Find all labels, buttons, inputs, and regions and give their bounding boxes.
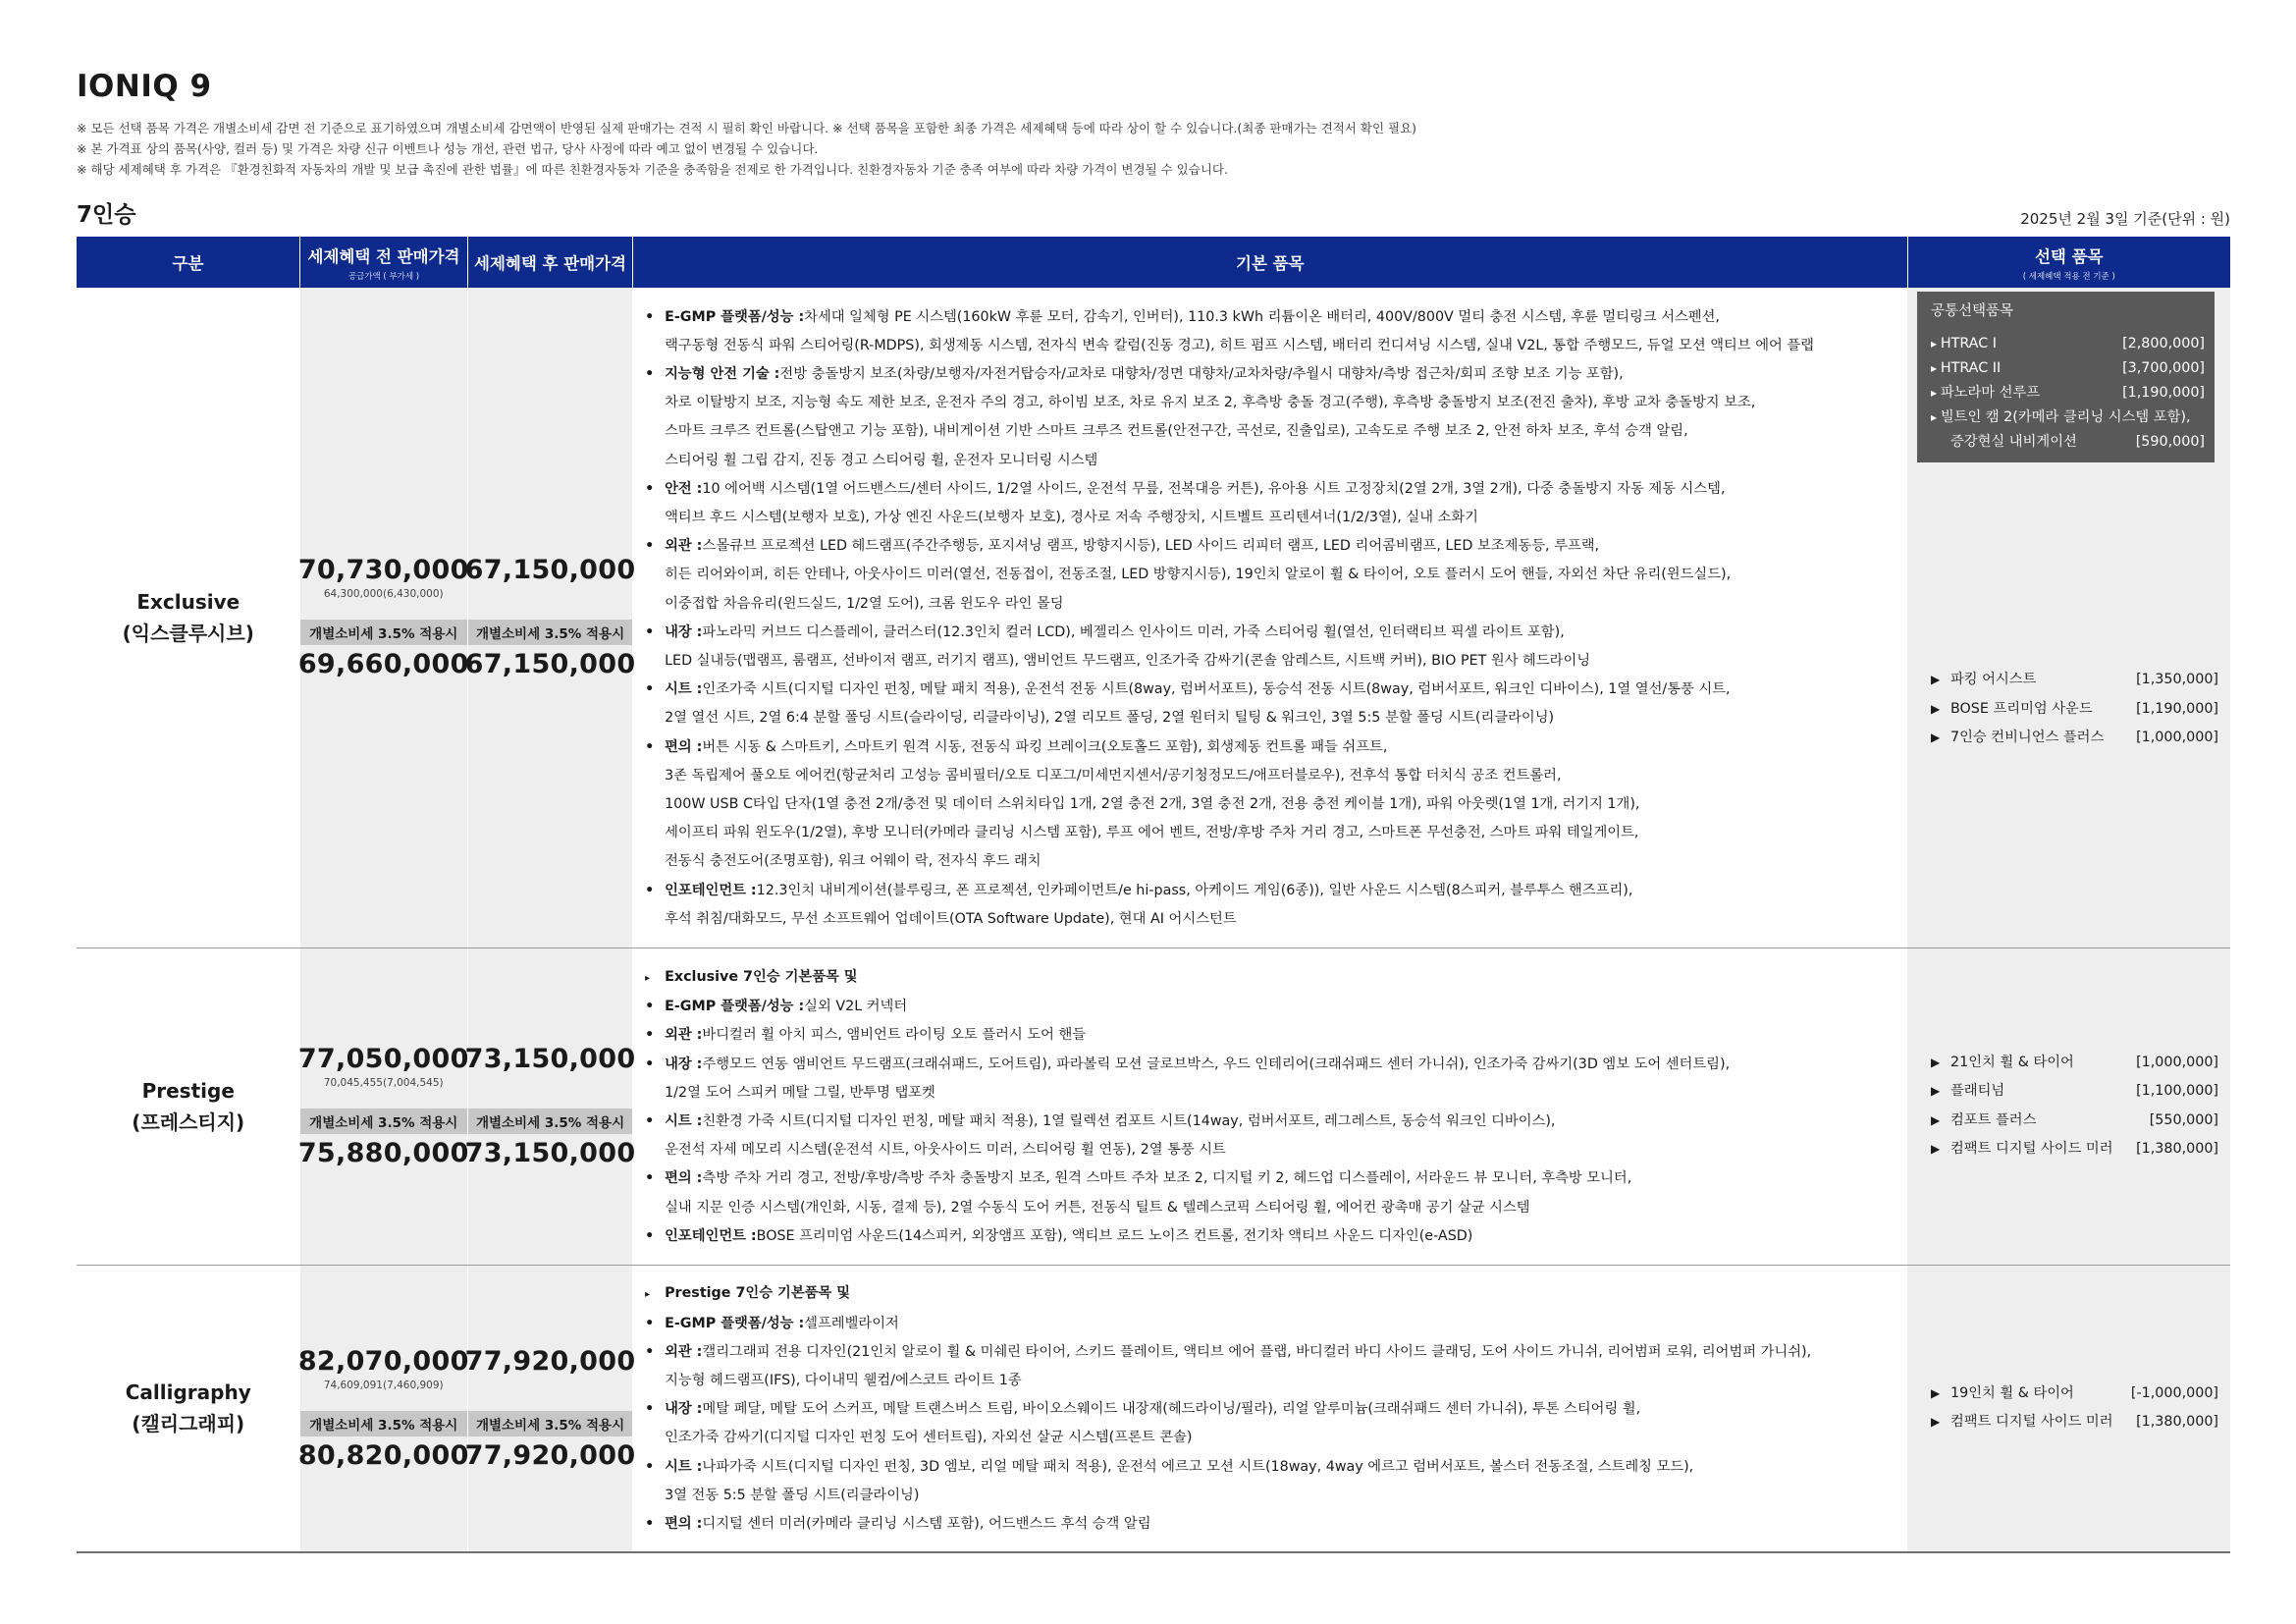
- option-price: [1,190,000]: [2122, 385, 2205, 401]
- feature-continuation: 차로 이탈방지 보조, 지능형 속도 제한 보조, 운전자 주의 경고, 하이빔 보조, 차로 유지 보조 2, 후측방 충돌 경고(주행), 후측방 충돌방지 보조(전진 출차), 후방 교차 충돌방지 보조,: [665, 395, 1756, 411]
- option-price: [1,000,000]: [2136, 1054, 2218, 1070]
- feature-item: [645, 619, 1897, 647]
- options-cell: [1907, 947, 2230, 1265]
- bullet-mark: •: [645, 1315, 655, 1331]
- bullet-mark: •: [645, 480, 655, 497]
- supply-price: 70,045,455(7,004,545): [323, 1077, 444, 1089]
- feature-heading: Prestige 7인승 기본품목 및: [665, 1285, 851, 1302]
- feature-heading: 안전 :: [665, 480, 703, 497]
- feature-heading: 인포테인먼트 :: [665, 1227, 757, 1244]
- trim-name-cell: [77, 947, 300, 1265]
- bullet-mark: •: [645, 681, 655, 698]
- option-price: [1,100,000]: [2136, 1083, 2218, 1099]
- common-option-item-cont: [1931, 430, 2205, 455]
- supply-price: 74,609,091(7,460,909): [323, 1379, 444, 1391]
- feature-heading: 시트 :: [665, 1458, 703, 1475]
- feature-continuation: 스마트 크루즈 컨트롤(스탑앤고 기능 포함), 내비게이션 기반 스마트 크루즈 컨트롤(안전구간, 곡선로, 진출입로), 고속도로 주행 보조 2, 안전 하차 보조, 후석 승객 알림,: [665, 423, 1688, 440]
- options-cell: [1907, 288, 2230, 947]
- bullet-mark: •: [645, 738, 655, 755]
- table-header-row: [77, 237, 2230, 288]
- option-item: [1931, 1135, 2218, 1164]
- feature-continuation: 2열 열선 시트, 2열 6:4 분할 폴딩 시트(슬라이딩, 리클라이닝), 2열 리모트 폴딩, 2열 원터치 틸팅 & 워크인, 3열 5:5 분할 폴딩 시트(리클라이닝): [665, 710, 1555, 727]
- bullet-mark: •: [645, 1515, 655, 1532]
- option-item: [1931, 1408, 2218, 1437]
- feature-item: [645, 1021, 1897, 1050]
- feature-continuation: 스티어링 휠 그립 감지, 진동 경고 스티어링 휠, 운전자 모니터링 시스템: [665, 452, 1098, 468]
- option-name: 컴팩트 디지털 사이드 미러: [1950, 1414, 2113, 1431]
- feature-text: BOSE 프리미엄 사운드(14스피커, 외장앰프 포함), 액티브 로드 노이즈 컨트롤, 전기차 액티브 사운드 디자인(e-ASD): [756, 1227, 1473, 1244]
- feature-continuation: 이중접합 차음유리(윈드실드, 1/2열 도어), 크롬 윈도우 라인 몰딩: [665, 595, 1064, 612]
- notice-line: ※ 본 가격표 상의 품목(사양, 컬러 등) 및 가격은 차량 신규 이벤트나 성능 개선, 관련 법규, 당사 사정에 따라 예고 없이 변경될 수 있습니다.: [77, 141, 819, 156]
- feature-text: 12.3인치 내비게이션(블루링크, 폰 프로젝션, 인카페이먼트/e hi-pass, 아케이드 게임(6종)), 일반 사운드 시스템(8스피커, 블루투스 핸즈프리),: [756, 882, 1633, 898]
- option-price: [1,000,000]: [2136, 730, 2218, 745]
- option-item: [1931, 1049, 2218, 1078]
- option-name: 파킹 어시스트: [1950, 672, 2037, 687]
- feature-item: [645, 1310, 1897, 1338]
- feature-text: 주행모드 연동 앰비언트 무드램프(크래쉬패드, 도어트림), 파라볼릭 모션 글로브박스, 우드 인테리어(크래쉬패드 센터 가니쉬), 인조가죽 감싸기(3D 엠보 도어 센터트림),: [702, 1056, 1731, 1072]
- common-options-box: [1917, 292, 2215, 462]
- option-name: 7인승 컨비니언스 플러스: [1950, 730, 2105, 745]
- option-price: [1,380,000]: [2136, 1141, 2218, 1157]
- trim-name-en: Calligraphy: [125, 1380, 251, 1405]
- feature-heading: 시트 :: [665, 1113, 703, 1129]
- feature-continuation: 1/2열 도어 스피커 메탈 그릴, 반투명 탭포켓: [665, 1084, 935, 1101]
- triangle-icon: ▶: [1931, 701, 1941, 716]
- feature-heading: 내장 :: [665, 623, 703, 640]
- base-date: 2025년 2월 3일 기준(단위 : 원): [2020, 210, 2230, 228]
- feature-heading: 외관 :: [665, 538, 703, 555]
- header-trim: 구분: [77, 237, 300, 288]
- header-before-label: 세제혜택 전 판매가격: [307, 246, 460, 266]
- feature-heading: 편의 :: [665, 1170, 703, 1187]
- header-options: [1907, 237, 2230, 288]
- option-price: [1,380,000]: [2136, 1414, 2218, 1431]
- bullet-mark: ▸: [645, 972, 651, 984]
- trim-row: [77, 288, 2230, 947]
- feature-continuation: 실내 지문 인증 시스템(개인화, 시동, 결제 등), 2열 수동식 도어 커튼, 전동식 틸트 & 텔레스코픽 스티어링 휠, 에어컨 광촉매 공기 살균 시스템: [665, 1199, 1530, 1216]
- bullet-mark: •: [645, 538, 655, 555]
- feature-heading: 시트 :: [665, 681, 703, 698]
- option-name: 21인치 휠 & 타이어: [1950, 1054, 2074, 1070]
- option-item: [1931, 724, 2218, 753]
- tax-tag: 개별소비세 3.5% 적용시: [300, 620, 467, 645]
- triangle-icon: ▸: [1931, 361, 1941, 375]
- before-price: 82,070,000: [297, 1345, 469, 1377]
- tax-tag: 개별소비세 3.5% 적용시: [468, 1109, 632, 1134]
- option-list: [1907, 1049, 2230, 1164]
- feature-continuation: 3존 독립제어 풀오토 에어컨(항균처리 고성능 콤비필터/오토 디포그/미세먼지센서/공기청정모드/애프터블로우), 전후석 통합 터치식 공조 컨트롤러,: [665, 767, 1562, 784]
- feature-heading: 내장 :: [665, 1056, 703, 1072]
- common-option-item: [1931, 332, 2205, 356]
- trim-name-ko: (프레스티지): [132, 1110, 245, 1134]
- option-price: [-1,000,000]: [2130, 1384, 2218, 1401]
- trim-name-cell: [77, 288, 300, 947]
- feature-text: 친환경 가죽 시트(디지털 디자인 펀칭, 메탈 패치 적용), 1열 릴렉션 컴포트 시트(14way, 럼버서포트, 레그레스트, 동승석 워크인 디바이스),: [702, 1113, 1556, 1129]
- option-name: 컴팩트 디지털 사이드 미러: [1950, 1141, 2113, 1157]
- before-price: 70,730,000: [297, 555, 469, 586]
- option-price: [550,000]: [2149, 1111, 2218, 1128]
- basic-items-cell: [633, 288, 1907, 947]
- feature-heading: 편의 :: [665, 738, 703, 755]
- feature-heading: 인포테인먼트 :: [665, 882, 757, 898]
- tax-tag: 개별소비세 3.5% 적용시: [300, 1411, 467, 1436]
- after-tax-price: 67,150,000: [464, 649, 636, 680]
- feature-item: [645, 1108, 1897, 1136]
- feature-item: [645, 1279, 1897, 1309]
- trim-name-en: Exclusive: [136, 589, 240, 614]
- triangle-icon: ▶: [1931, 731, 1941, 744]
- feature-continuation: LED 실내등(맵램프, 룸램프, 선바이저 램프, 러기지 램프), 앰비언트 무드램프, 인조가죽 감싸기(콘솔 암레스트, 시트백 커버), BIO PET 원사 헤드라이닝: [665, 652, 1591, 669]
- option-name: 파노라마 선루프: [1940, 385, 2041, 401]
- feature-continuation: 히든 리어와이퍼, 히든 안테나, 아웃사이드 미러(열선, 전동접이, 전동조절, LED 방향지시등), 19인치 알로이 휠 & 타이어, 오토 플러시 도어 핸들, 자외선 차단 유리(윈드실드),: [665, 567, 1732, 583]
- feature-continuation: 100W USB C타입 단자(1열 충전 2개/충전 및 데이터 스위치타입 1개, 2열 충전 2개, 3열 충전 2개, 전용 충전 케이블 1개), 파워 아웃렛(1열 1개, 러기지 1개),: [665, 795, 1640, 812]
- price-table: [77, 237, 2230, 1553]
- option-name: HTRAC I: [1940, 336, 1997, 352]
- common-options-title: 공통선택품목: [1931, 303, 2014, 319]
- bullet-mark: •: [645, 1170, 655, 1187]
- notice-line: ※ 해당 세제혜택 후 가격은 『환경친화적 자동차의 개발 및 보급 촉진에 관한 법률』에 따른 친환경자동차 기준을 충족함을 전제로 한 가격입니다. 친환경자동차 기준 충족 여부에 따라 차량 가격이 변경될 수 있습니다.: [77, 162, 1228, 177]
- option-list: [1907, 1380, 2230, 1437]
- option-item: [1931, 1107, 2218, 1136]
- feature-continuation: 후석 취침/대화모드, 무선 소프트웨어 업데이트(OTA Software Update), 현대 AI 어시스턴트: [665, 910, 1237, 927]
- feature-text: 메탈 페달, 메탈 도어 스커프, 메탈 트랜스버스 트림, 바이오스웨이드 내장재(헤드라이닝/필라), 리얼 알루미늄(크래쉬패드 센터 가니쉬), 투톤 스티어링 휠,: [702, 1401, 1641, 1418]
- option-item: [1931, 1380, 2218, 1409]
- feature-text: 스몰큐브 프로젝션 LED 헤드램프(주간주행등, 포지셔닝 램프, 방향지시등), LED 사이드 리피터 램프, LED 리어콤비램프, LED 보조제동등, 루프랙,: [702, 538, 1600, 555]
- option-name-2: 증강현실 내비게이션: [1950, 434, 2077, 450]
- feature-continuation: 액티브 후드 시스템(보행자 보호), 가상 엔진 사운드(보행자 보호), 경사로 저속 주행장치, 시트벨트 프리텐셔너(1/2/3열), 실내 소화기: [665, 509, 1478, 525]
- common-option-item: [1931, 381, 2205, 406]
- feature-text: 측방 주차 거리 경고, 전방/후방/측방 주차 충돌방지 보조, 원격 스마트 주차 보조 2, 디지털 키 2, 헤드업 디스플레이, 서라운드 뷰 모니터, 후측방 모니터,: [702, 1170, 1632, 1187]
- feature-item: [645, 1222, 1897, 1251]
- triangle-icon: ▶: [1931, 1142, 1941, 1156]
- feature-item: [645, 475, 1897, 504]
- trim-row: [77, 947, 2230, 1265]
- tax-tag: 개별소비세 3.5% 적용시: [468, 1411, 632, 1436]
- feature-item: [645, 1338, 1897, 1367]
- feature-heading: 편의 :: [665, 1515, 703, 1532]
- common-option-item: [1931, 356, 2205, 381]
- bullet-mark: •: [645, 1027, 655, 1044]
- after-price-cell: [464, 288, 636, 947]
- feature-item: [645, 993, 1897, 1021]
- notice-block: [77, 118, 2232, 180]
- bullet-mark: •: [645, 365, 655, 382]
- feature-continuation: 전동식 충전도어(조명포함), 워크 어웨이 락, 전자식 후드 래치: [665, 853, 1041, 870]
- feature-item: [645, 1051, 1897, 1079]
- tax-tag: 개별소비세 3.5% 적용시: [300, 1109, 467, 1134]
- bullet-mark: •: [645, 623, 655, 640]
- before-tax-price: 69,660,000: [297, 649, 469, 680]
- feature-heading: Exclusive 7인승 기본품목 및: [665, 968, 858, 985]
- triangle-icon: ▸: [1931, 337, 1941, 351]
- option-price: [1,350,000]: [2136, 672, 2218, 687]
- price-sheet: [77, 69, 2232, 1553]
- feature-item: [645, 1453, 1897, 1482]
- bullet-mark: •: [645, 1227, 655, 1244]
- feature-text: 나파가죽 시트(디지털 디자인 펀칭, 3D 엠보, 리얼 메탈 패치 적용), 운전석 에르고 모션 시트(18way, 4way 에르고 럼버서포트, 볼스터 전동조절, 스트레칭 모드),: [702, 1458, 1694, 1475]
- feature-text: 인조가죽 시트(디지털 디자인 펀칭, 메탈 패치 적용), 운전석 전동 시트(8way, 럼버서포트), 동승석 전동 시트(8way, 럼버서포트, 워크인 디바이스), 1열 열선/통풍 시트,: [702, 681, 1731, 698]
- options-cell: [1907, 1265, 2230, 1552]
- option-name: 19인치 휠 & 타이어: [1950, 1384, 2074, 1401]
- feature-item: [645, 877, 1897, 905]
- page-title: IONIQ 9: [77, 69, 212, 104]
- option-name: 컴포트 플러스: [1950, 1111, 2037, 1128]
- feature-continuation: 지능형 헤드램프(IFS), 다이내믹 웰컴/에스코트 라이트 1종: [665, 1372, 1022, 1388]
- trim-row: [77, 1265, 2230, 1552]
- header-option-label: 선택 품목: [2034, 246, 2104, 266]
- triangle-icon: ▸: [1931, 386, 1941, 400]
- feature-heading: E-GMP 플랫폼/성능 :: [665, 308, 805, 325]
- feature-heading: E-GMP 플랫폼/성능 :: [665, 1315, 805, 1331]
- tax-tag: 개별소비세 3.5% 적용시: [468, 620, 632, 645]
- basic-items-cell: [633, 947, 1907, 1265]
- after-price: 77,920,000: [464, 1345, 636, 1377]
- supply-price: 64,300,000(6,430,000): [323, 588, 444, 601]
- feature-heading: 내장 :: [665, 1401, 703, 1418]
- before-price: 77,050,000: [297, 1044, 469, 1074]
- header-after-price: 세제혜택 후 판매가격: [467, 237, 632, 288]
- before-price-cell: [297, 1265, 469, 1552]
- before-price-cell: [297, 947, 469, 1265]
- seat-config-title: 7인승: [77, 202, 136, 228]
- trim-name-ko: (캘리그래피): [132, 1412, 245, 1436]
- option-price: [3,700,000]: [2122, 360, 2205, 376]
- header-before-price: [300, 237, 468, 288]
- after-tax-price: 77,920,000: [464, 1439, 636, 1471]
- feature-item: [645, 963, 1897, 993]
- trim-name-en: Prestige: [141, 1078, 235, 1103]
- before-tax-price: 80,820,000: [297, 1439, 469, 1471]
- feature-text: 버튼 시동 & 스마트키, 스마트키 원격 시동, 전동식 파킹 브레이크(오토홀드 포함), 회생제동 컨트롤 패들 쉬프트,: [702, 738, 1388, 755]
- header-option-sub: ( 세제혜택 적용 전 기준 ): [2022, 271, 2115, 282]
- feature-text: 실외 V2L 커넥터: [804, 999, 908, 1015]
- feature-heading: 외관 :: [665, 1343, 703, 1360]
- bullet-mark: •: [645, 1401, 655, 1418]
- feature-text: 차세대 일체형 PE 시스템(160kW 후륜 모터, 감속기, 인버터), 110.3 kWh 리튬이온 배터리, 400V/800V 멀티 충전 시스템, 후륜 멀티링크 서스펜션,: [804, 308, 1720, 325]
- option-item: [1931, 695, 2218, 725]
- triangle-icon: ▸: [1931, 410, 1941, 424]
- feature-text: 디지털 센터 미러(카메라 클리닝 시스템 포함), 어드밴스드 후석 승객 알림: [702, 1515, 1151, 1532]
- option-name: BOSE 프리미엄 사운드: [1950, 700, 2093, 717]
- feature-heading: 외관 :: [665, 1027, 703, 1044]
- before-tax-price: 75,880,000: [297, 1138, 469, 1168]
- before-price-cell: [297, 288, 469, 947]
- section-header: [77, 199, 2232, 229]
- option-name: HTRAC II: [1940, 360, 2002, 376]
- common-option-item: [1931, 406, 2205, 430]
- feature-continuation: 랙구동형 전동식 파워 스티어링(R-MDPS), 회생제동 시스템, 전자식 변속 칼럼(진동 경고), 히트 펌프 시스템, 배터리 컨디셔닝 시스템, 실내 V2L, 통합 주행모드, 듀얼 모션 액티브 에어 플랩: [665, 337, 1814, 353]
- triangle-icon: ▶: [1931, 1415, 1941, 1430]
- triangle-icon: ▶: [1931, 673, 1941, 686]
- bullet-mark: •: [645, 1113, 655, 1129]
- after-tax-price: 73,150,000: [464, 1138, 636, 1168]
- bullet-mark: •: [645, 999, 655, 1015]
- after-price: 73,150,000: [464, 1044, 636, 1074]
- feature-heading: E-GMP 플랫폼/성능 :: [665, 999, 805, 1015]
- feature-continuation: 3열 전동 5:5 분할 폴딩 시트(리클라이닝): [665, 1487, 920, 1503]
- feature-item: [645, 676, 1897, 704]
- header-basic-items: 기본 품목: [633, 237, 1907, 288]
- option-price: [590,000]: [2135, 434, 2205, 450]
- option-price: [1,190,000]: [2136, 700, 2218, 717]
- feature-item: [645, 1510, 1897, 1539]
- header-before-sub: 공급가액 ( 부가세 ): [347, 271, 420, 282]
- feature-text: 캘리그래피 전용 디자인(21인치 알로이 휠 & 미쉐린 타이어, 스키드 플레이트, 액티브 에어 플랩, 바디컬러 바디 사이드 클래딩, 도어 사이드 가니쉬, 리어범퍼 로워, 리어범퍼 가니쉬),: [702, 1343, 1812, 1360]
- bullet-mark: •: [645, 308, 655, 325]
- feature-continuation: 인조가죽 감싸기(디지털 디자인 펀칭 도어 센터트림), 자외선 살균 시스템(프론트 콘솔): [665, 1430, 1193, 1446]
- option-item: [1931, 666, 2218, 695]
- option-name: 플래티넘: [1950, 1083, 2005, 1099]
- bullet-mark: •: [645, 1458, 655, 1475]
- feature-heading: 지능형 안전 기술 :: [665, 365, 780, 382]
- feature-item: [645, 1164, 1897, 1193]
- triangle-icon: ▶: [1931, 1055, 1941, 1069]
- after-price-cell: [464, 1265, 636, 1552]
- bullet-mark: ▸: [645, 1289, 651, 1301]
- bullet-mark: •: [645, 1056, 655, 1072]
- triangle-icon: ▶: [1931, 1385, 1941, 1400]
- feature-text: 파노라믹 커브드 디스플레이, 클러스터(12.3인치 컬러 LCD), 베젤리스 인사이드 미러, 가죽 스티어링 휠(열선, 인터랙티브 픽셀 라이트 포함),: [702, 623, 1565, 640]
- option-name: 빌트인 캠 2(카메라 클리닝 시스템 포함),: [1940, 409, 2191, 425]
- feature-continuation: 운전석 자세 메모리 시스템(운전석 시트, 아웃사이드 미러, 스티어링 휠 연동), 2열 통풍 시트: [665, 1142, 1226, 1159]
- basic-items-cell: [633, 1265, 1907, 1552]
- option-item: [1931, 1077, 2218, 1107]
- feature-continuation: 세이프티 파워 윈도우(1/2열), 후방 모니터(카메라 클리닝 시스템 포함), 루프 에어 벤트, 전방/후방 주차 거리 경고, 스마트폰 무선충전, 스마트 파워 테일게이트,: [665, 825, 1639, 841]
- triangle-icon: ▶: [1931, 1084, 1941, 1098]
- feature-item: [645, 733, 1897, 762]
- bullet-mark: •: [645, 1343, 655, 1360]
- after-price: 67,150,000: [464, 555, 636, 586]
- triangle-icon: ▶: [1931, 1112, 1941, 1127]
- option-list: [1907, 666, 2230, 753]
- feature-text: 10 에어백 시스템(1열 어드밴스드/센터 사이드, 1/2열 사이드, 운전석 무릎, 전복대응 커튼), 유아용 시트 고정장치(2열 2개, 3열 2개), 다중 충돌방지 자동 제동 시스템,: [702, 480, 1726, 497]
- feature-text: 바디컬러 휠 아치 피스, 앰비언트 라이팅 오토 플러시 도어 핸들: [702, 1027, 1087, 1044]
- notice-line: ※ 모든 선택 품목 가격은 개별소비세 감면 전 기준으로 표기하였으며 개별소비세 감면액이 반영된 실제 판매가는 견적 시 필히 확인 바랍니다. ※ 선택 품목을 포함한 최종 가격은 세제혜택 등에 따라 상이 할 수 있습니다.(최종 판매가는 견적서 확인 필요): [77, 121, 1417, 135]
- feature-item: [645, 1395, 1897, 1424]
- feature-text: 셀프레벨라이저: [804, 1315, 899, 1331]
- bullet-mark: •: [645, 882, 655, 898]
- trim-name-cell: [77, 1265, 300, 1552]
- option-price: [2,800,000]: [2122, 336, 2205, 352]
- feature-item: [645, 532, 1897, 561]
- feature-text: 전방 충돌방지 보조(차량/보행자/자전거탑승자/교차로 대향차/정면 대향차/교차차량/추월시 대향차/측방 접근차/회피 조향 보조 기능 포함),: [779, 365, 1624, 382]
- feature-item: [645, 360, 1897, 389]
- after-price-cell: [464, 947, 636, 1265]
- trim-name-ko: (익스클루시브): [122, 621, 254, 645]
- feature-item: [645, 303, 1897, 332]
